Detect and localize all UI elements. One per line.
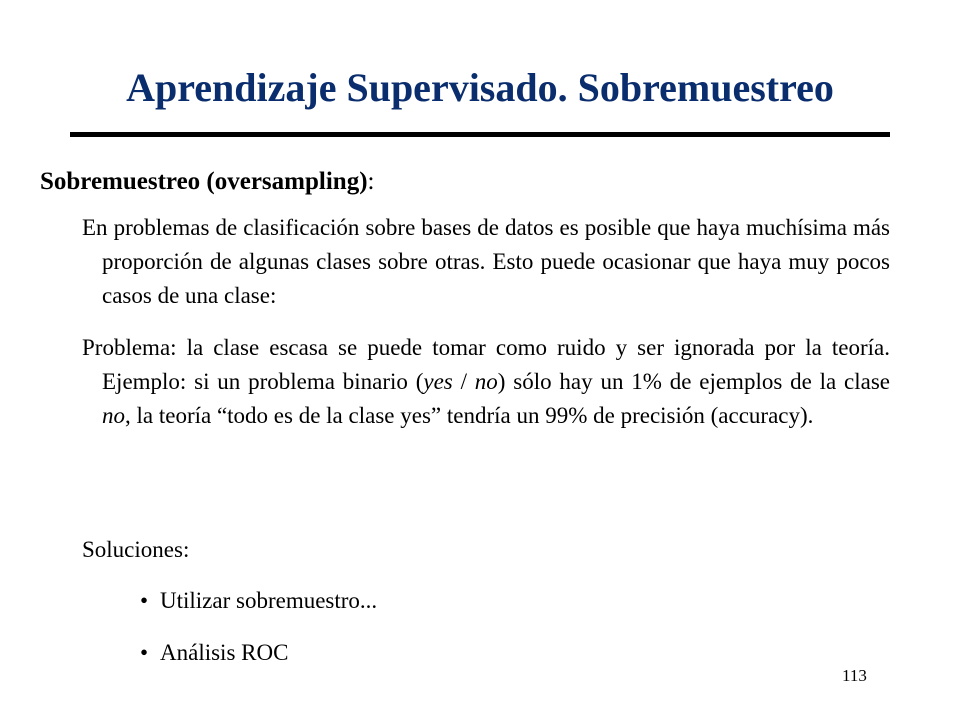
section-heading-colon: : xyxy=(367,168,375,195)
list-item xyxy=(140,636,377,670)
problem-no: no xyxy=(474,369,498,394)
title-divider xyxy=(70,132,890,137)
problem-text-2: ) sólo hay un 1% de ejemplos de la clase xyxy=(497,369,891,394)
bullet-icon: • xyxy=(140,640,149,665)
slide-title: Aprendizaje Supervisado. Sobremuestreo xyxy=(126,65,834,110)
section-heading xyxy=(40,165,374,199)
bullet-text: Utilizar sobremuestro... xyxy=(160,588,378,613)
solutions-list xyxy=(140,584,377,688)
paragraph-problem xyxy=(82,331,890,433)
problem-text-3: , la teoría “todo es de la clase yes” tendría un 99% de precisión (accuracy). xyxy=(125,403,814,428)
problem-slash: / xyxy=(452,369,475,394)
bullet-text: Análisis ROC xyxy=(160,640,289,665)
list-item xyxy=(140,584,377,618)
page-number: 113 xyxy=(842,666,867,685)
problem-no-2: no xyxy=(102,403,125,428)
problem-yes: yes xyxy=(423,369,453,394)
problem-text-1: Problema: la clase escasa se puede tomar como ruido y ser ignorada por la teoría. Ejemplo: si un problema binario ( xyxy=(82,335,890,394)
bullet-icon: • xyxy=(140,588,149,613)
section-heading-text: Sobremuestreo (oversampling) xyxy=(40,168,368,195)
solutions-label: Soluciones: xyxy=(82,537,190,562)
paragraph-imbalance: En problemas de clasificación sobre bases de datos es posible que haya muchísima más proporción de algunas clases sobre otras. Esto puede ocasionar que haya muy pocos casos de una clase: xyxy=(82,215,890,308)
